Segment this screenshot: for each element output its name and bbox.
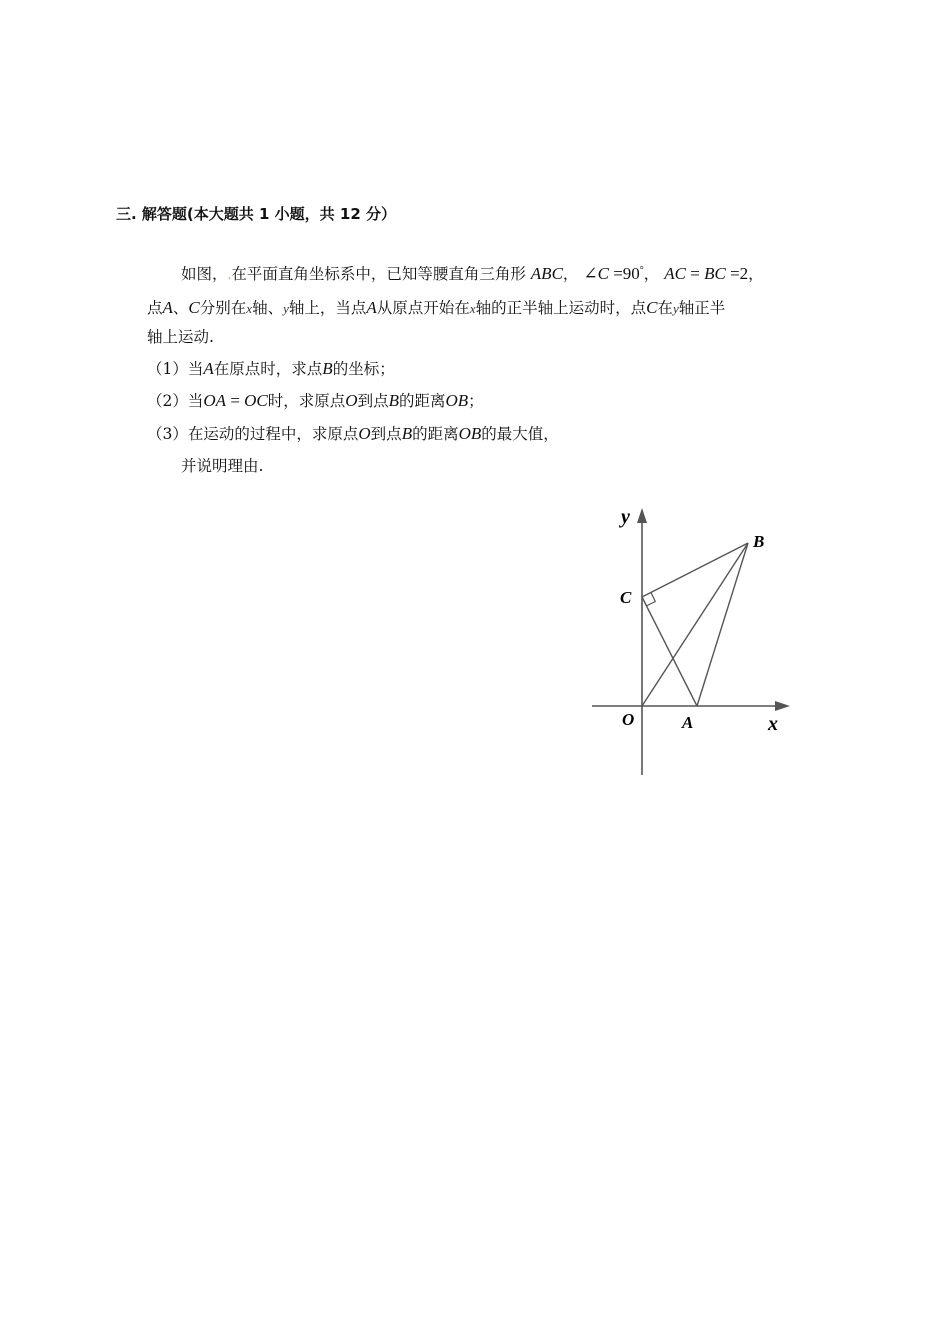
math-oa: OA: [203, 391, 227, 410]
label-y: y: [621, 506, 630, 528]
math-ob: OB: [445, 391, 469, 410]
text: 如图，: [181, 265, 228, 283]
math-angle-c: ∠C: [583, 264, 609, 283]
math-eq: =2: [725, 264, 749, 283]
math-o: O: [358, 424, 371, 443]
text: 并说明理由.: [181, 457, 264, 475]
label-a: A: [682, 713, 694, 732]
segment-ob: [642, 543, 748, 706]
math-bc: BC: [704, 264, 726, 283]
label-b: B: [753, 532, 765, 551]
segment-cb: [642, 543, 748, 597]
math-x: x: [246, 301, 253, 316]
text: 的距离: [398, 392, 446, 410]
math-abc: ABC: [530, 264, 563, 283]
text: 轴上运动.: [147, 328, 214, 346]
text: 轴上，当点: [288, 299, 367, 317]
math-c: C: [188, 298, 200, 317]
y-axis-arrow: [637, 508, 647, 523]
math-eq: =: [226, 391, 245, 410]
segment-ab: [697, 543, 748, 706]
text: 在: [657, 299, 673, 317]
math-ob: OB: [458, 424, 482, 443]
text: ，: [748, 265, 764, 283]
text: 的距离: [412, 425, 459, 443]
text: 时，求原点: [267, 392, 346, 410]
text: 的坐标；: [332, 360, 395, 378]
math-a: A: [366, 298, 377, 317]
text: ，: [643, 265, 660, 283]
x-axis-arrow: [775, 701, 790, 711]
mark: .: [227, 268, 232, 282]
section-heading-text: 三. 解答题(本大题共 1 小题，共 12 分）: [116, 205, 396, 223]
text: 轴正半: [678, 299, 726, 317]
text: 当: [187, 360, 204, 378]
text: 从原点开始在: [376, 299, 470, 317]
text: 当: [187, 392, 204, 410]
question-number: （1）: [147, 360, 188, 378]
math-ac: AC: [664, 264, 686, 283]
math-b: B: [401, 424, 413, 443]
text: 到点: [370, 425, 402, 443]
question-number: （3）: [147, 425, 188, 443]
math-degree: °: [639, 264, 644, 276]
question-number: （2）: [147, 392, 188, 410]
math-y: y: [283, 301, 289, 316]
text: ；: [468, 392, 484, 410]
math-a: A: [162, 298, 173, 317]
math-c: C: [646, 298, 658, 317]
label-x: x: [768, 713, 778, 735]
text: 在原点时，求点: [213, 360, 323, 378]
text: 在运动的过程中，求原点: [187, 425, 359, 443]
segment-ca: [642, 597, 697, 706]
text: 轴的正半轴上运动时，点: [475, 299, 647, 317]
math-b: B: [388, 391, 399, 410]
text: 点: [147, 299, 163, 317]
math-y: y: [672, 301, 679, 316]
label-o: O: [622, 710, 635, 729]
math-oc: OC: [244, 391, 268, 410]
text: 分别在: [199, 299, 247, 317]
text: 在平面直角坐标系中，已知等腰直角三角形: [231, 265, 526, 283]
label-c: C: [620, 588, 632, 607]
text: 的最大值，: [481, 425, 559, 443]
math-eq: =90: [608, 264, 640, 283]
math-b: B: [322, 359, 333, 378]
text: 到点: [357, 392, 389, 410]
math-eq: =: [685, 264, 705, 283]
text: ，: [562, 265, 579, 283]
text: 轴、: [252, 299, 284, 317]
math-a: A: [203, 359, 214, 378]
math-x: x: [469, 301, 476, 316]
math-o: O: [345, 391, 358, 410]
text: 、: [172, 299, 189, 317]
